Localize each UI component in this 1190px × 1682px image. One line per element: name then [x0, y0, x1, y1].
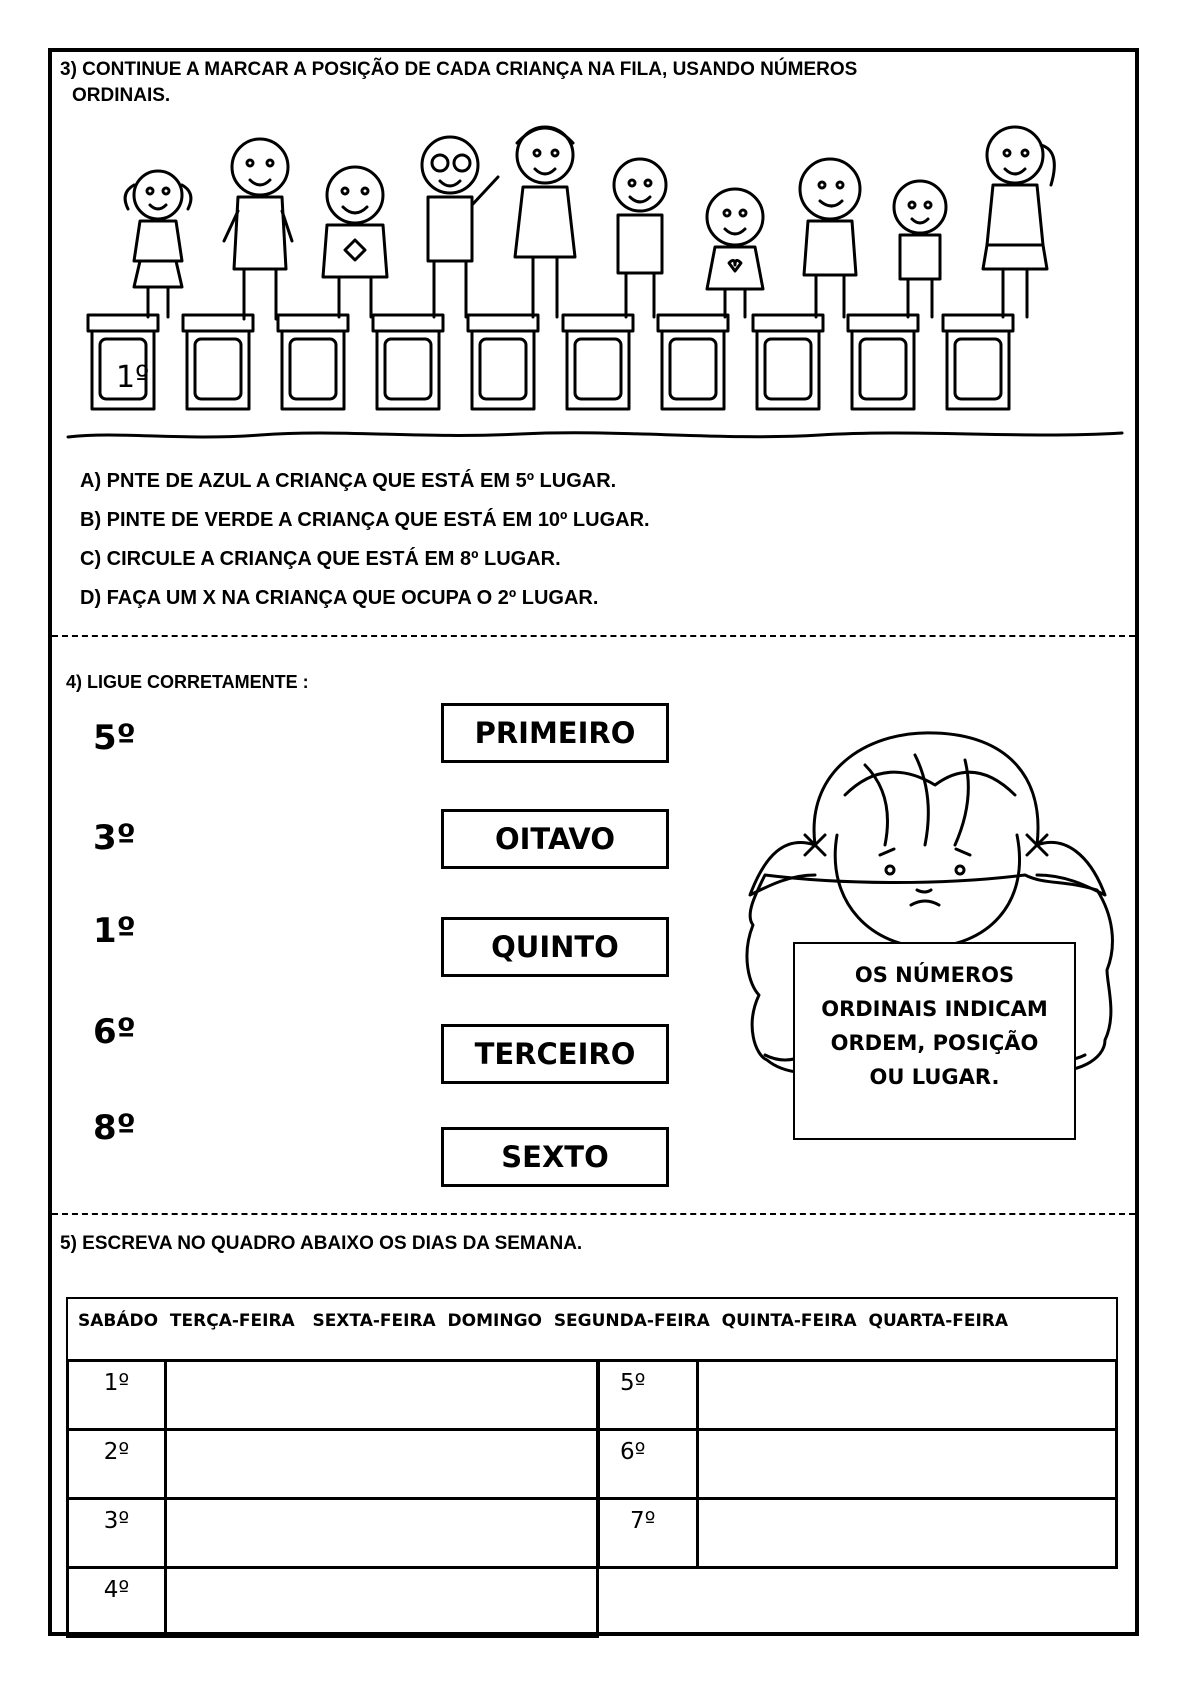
note-box [793, 942, 1076, 1140]
q3-item-a: A) PNTE DE AZUL A CRIANÇA QUE ESTÁ EM 5º LUGAR. [80, 470, 617, 492]
note-line-1: OS NÚMEROS [854, 963, 1015, 987]
child-6 [614, 159, 666, 317]
row-label-2: 2º [68, 1430, 166, 1499]
word-box-quinto[interactable]: QUINTO [441, 917, 669, 977]
q3-item-b: B) PINTE DE VERDE A CRIANÇA QUE ESTÁ EM 10º LUGAR. [80, 509, 650, 531]
word-box-sexto[interactable]: SEXTO [441, 1127, 669, 1187]
section-divider [52, 635, 1135, 637]
answer-cell-3[interactable] [166, 1499, 598, 1568]
word-box-oitavo[interactable]: OITAVO [441, 809, 669, 869]
row-label-5: 5º [599, 1361, 698, 1430]
child-10 [983, 127, 1054, 317]
row-label-6: 6º [599, 1430, 698, 1499]
child-3 [323, 167, 387, 317]
pedestals [88, 315, 1013, 409]
first-position-label: 1º [116, 360, 150, 395]
ordinal-1[interactable]: 1º [93, 911, 136, 951]
q4-title: 4) LIGUE CORRETAMENTE : [66, 672, 309, 692]
child-9 [894, 181, 946, 317]
child-7 [707, 189, 763, 317]
child-2 [224, 139, 292, 319]
days-list: SABÁDO TERÇA-FEIRA SEXTA-FEIRA DOMINGO SEGUNDA-FEIRA QUINTA-FEIRA QUARTA-FEIRA [78, 1311, 1009, 1331]
row-label-3: 3º [68, 1499, 166, 1568]
row-label-7: 7º [599, 1499, 698, 1568]
answer-cell-5[interactable] [698, 1361, 1117, 1430]
note-line-3: ORDEM, POSIÇÃO [830, 1031, 1039, 1055]
ordinal-5[interactable]: 5º [93, 718, 136, 758]
answer-cell-4[interactable] [166, 1568, 598, 1637]
answer-cell-1[interactable] [166, 1361, 598, 1430]
row-label-1: 1º [68, 1361, 166, 1430]
q3-title-line2: ORDINAIS. [72, 85, 171, 106]
q3-item-c: C) CIRCULE A CRIANÇA QUE ESTÁ EM 8º LUGAR. [80, 548, 561, 570]
q3-title-line1: 3) CONTINUE A MARCAR A POSIÇÃO DE CADA CRIANÇA NA FILA, USANDO NÚMEROS [60, 59, 858, 80]
ordinal-6[interactable]: 6º [93, 1012, 136, 1052]
answer-cell-6[interactable] [698, 1430, 1117, 1499]
child-5 [515, 127, 575, 317]
word-box-primeiro[interactable]: PRIMEIRO [441, 703, 669, 763]
ordinal-8[interactable]: 8º [93, 1108, 136, 1148]
section-divider-2 [52, 1213, 1135, 1215]
ordinal-3[interactable]: 3º [93, 818, 136, 858]
answer-cell-2[interactable] [166, 1430, 598, 1499]
q5-title: 5) ESCREVA NO QUADRO ABAIXO OS DIAS DA SEMANA. [60, 1233, 583, 1254]
weekday-table-right [597, 1359, 1118, 1569]
row-label-4: 4º [68, 1568, 166, 1637]
child-8 [800, 159, 860, 317]
note-text [795, 944, 1074, 1094]
answer-cell-7[interactable] [698, 1499, 1117, 1568]
word-box-terceiro[interactable]: TERCEIRO [441, 1024, 669, 1084]
child-1 [125, 171, 191, 317]
weekday-table-left [66, 1359, 599, 1638]
q3-item-d: D) FAÇA UM X NA CRIANÇA QUE OCUPA O 2º LUGAR. [80, 587, 599, 609]
note-line-2: ORDINAIS INDICAM [821, 997, 1048, 1021]
child-4 [422, 137, 498, 317]
children-on-pedestals-illustration [60, 125, 1130, 445]
note-line-4: OU LUGAR. [869, 1065, 1000, 1089]
days-word-bank [66, 1297, 1118, 1361]
